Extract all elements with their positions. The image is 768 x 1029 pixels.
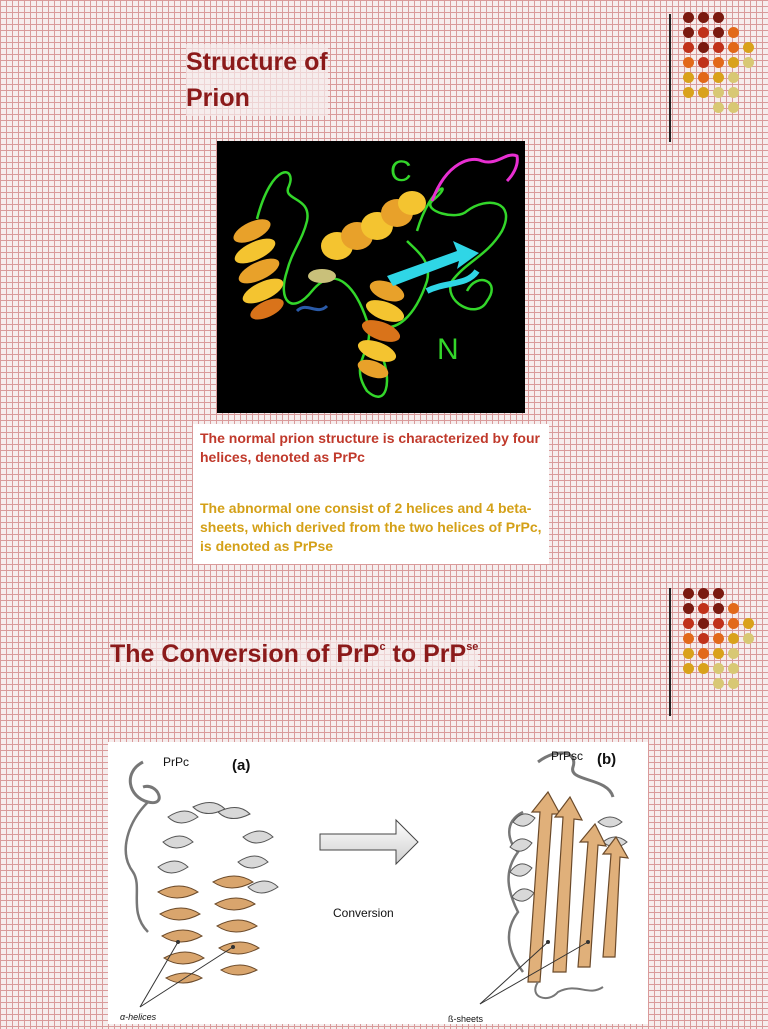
title-line-2: Prion [186, 84, 250, 112]
conversion-diagram [108, 742, 648, 1024]
prpc-label: PrPc [163, 755, 190, 769]
n-terminus-label: N [437, 333, 459, 366]
helix-2 [321, 191, 426, 260]
c-terminus-label: C [390, 155, 412, 188]
caption-box [193, 424, 549, 564]
panel-b-label: (b) [597, 751, 617, 768]
helix-3 [355, 276, 407, 382]
caption-normal: The normal prion structure is characterized by four helices, denoted as PrPc [200, 430, 540, 465]
beta-sheets-label: ß-sheets [448, 1014, 484, 1024]
conversion-arrow [320, 820, 418, 864]
prion-ribbon-image [217, 141, 525, 413]
conversion-label: Conversion [333, 906, 394, 920]
panel-a-label: (a) [232, 757, 251, 774]
slide-title [110, 640, 478, 669]
helix-1 [230, 214, 287, 323]
conversion-figure [108, 742, 648, 1024]
alpha-helices-label: α-helices [120, 1012, 157, 1022]
title-main: The Conversion of PrP [110, 640, 380, 668]
prion-ribbon-drawing [217, 141, 525, 413]
prpc-structure [126, 762, 278, 1007]
slide-title [186, 44, 328, 116]
title-superscript-c: c [379, 641, 386, 653]
title-to: to PrP [385, 640, 467, 668]
title-line-1: Structure of [186, 48, 328, 76]
slide-conversion [0, 574, 768, 1024]
decorative-vertical-line [669, 588, 671, 716]
caption-abnormal: The abnormal one consist of 2 helices and 4 beta-sheets, which derived from the two helices of PrPc, is denoted as PrPse [200, 500, 542, 554]
prpsc-label: PrPsc [551, 749, 584, 763]
prpsc-structure [480, 753, 628, 1004]
decorative-vertical-line [669, 14, 671, 142]
title-superscript-se: se [466, 641, 479, 653]
